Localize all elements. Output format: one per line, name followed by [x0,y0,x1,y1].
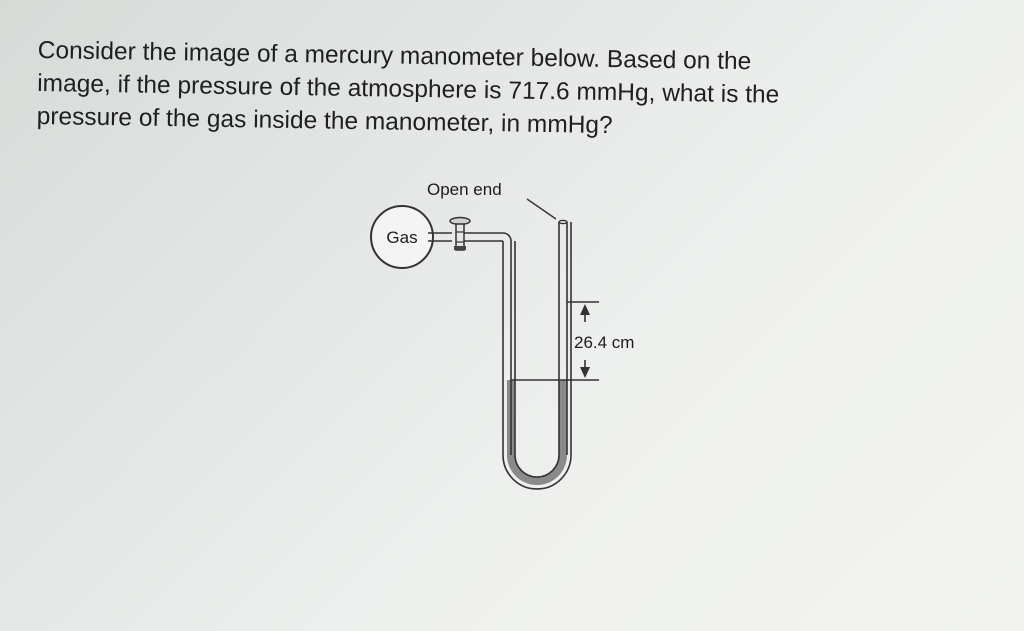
open-end-pointer [527,199,556,219]
horizontal-tube-outer [464,233,511,241]
gas-label: Gas [386,228,418,247]
question-line-2: image, if the pressure of the atmosphere is 717.6 mmHg, what is the [37,69,780,109]
mercury-column [507,380,567,485]
open-end-label: Open end [427,180,502,199]
height-difference-label: 26.4 cm [574,333,635,352]
open-end-rim [559,220,567,223]
question-line-1: Consider the image of a mercury manometer below. Based on the [37,36,752,76]
question-line-3: pressure of the gas inside the manometer, in mmHg? [36,102,613,140]
